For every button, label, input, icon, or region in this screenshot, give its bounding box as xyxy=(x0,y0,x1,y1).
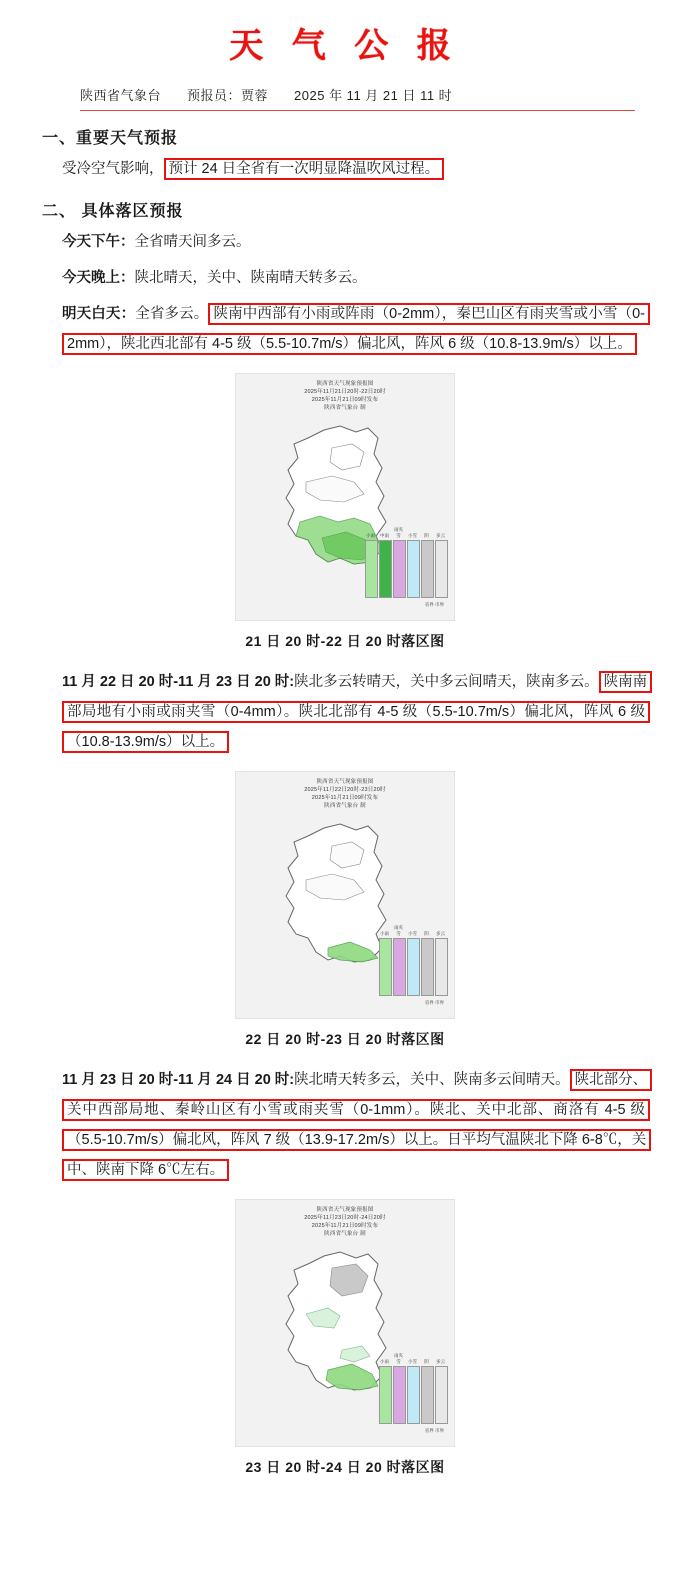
forecast-block-22-23 xyxy=(62,667,650,757)
legend-label: 小雨 xyxy=(380,931,389,936)
figure-1-image xyxy=(235,373,455,621)
block-lead-22-23: 11 月 22 日 20 时-11 月 23 日 20 时: xyxy=(62,674,295,690)
legend-item xyxy=(379,931,390,996)
figure-2-image xyxy=(235,771,455,1019)
section-1-paragraph xyxy=(62,154,650,184)
legend-label: 小雨 xyxy=(380,1359,389,1364)
figure-3-image xyxy=(235,1199,455,1447)
legend-swatch xyxy=(379,540,392,598)
legend-label: 阴 xyxy=(424,931,429,936)
figure-2-note: 省界 市界 xyxy=(424,1000,444,1005)
page-title: 天 气 公 报 xyxy=(229,28,461,65)
legend-item xyxy=(393,527,404,598)
forecast-this-afternoon xyxy=(62,227,650,257)
figure-3-head-line-2: 2025年11月23日20时-24日20时 xyxy=(304,1215,386,1221)
highlight-box: 陕北部分、关中西部局地、秦岭山区有小雪或雨夹雪（0-1mm）。陕北、关中北部、商洛有 4-5 级（5.5-10.7m/s）偏北风，阵风 7 级（13.9-17.2m/s）以上。日平均气温陕北下降 6-8℃，关中、陕南下降 6℃左右。 xyxy=(62,1069,652,1181)
legend-swatch xyxy=(421,938,434,996)
figure-2-head-line-2: 2025年11月22日20时-23日20时 xyxy=(304,787,386,793)
figure-2 xyxy=(0,771,690,1049)
legend-label: 雨夹雪 xyxy=(394,1353,403,1364)
legend-item xyxy=(435,931,446,996)
legend-swatch xyxy=(393,938,406,996)
legend-swatch xyxy=(365,540,378,598)
legend-item xyxy=(421,533,432,598)
map-graphic xyxy=(236,1238,454,1438)
figure-3-head-line-3: 2025年11月21日09时发布 xyxy=(311,1223,379,1229)
section-heading-1: 一、重要天气预报 xyxy=(42,130,179,147)
legend-label: 小雨 xyxy=(366,533,375,538)
label-tonight: 今天晚上： xyxy=(62,270,135,286)
map-graphic xyxy=(236,810,454,1010)
figure-1-caption: 21 日 20 时-22 日 20 时落区图 xyxy=(245,633,445,649)
forecast-block-23-24 xyxy=(62,1065,650,1185)
figure-2-legend xyxy=(379,925,446,996)
legend-label: 阴 xyxy=(424,1359,429,1364)
legend-label: 中雨 xyxy=(380,533,389,538)
section-heading-2: 二、 具体落区预报 xyxy=(42,203,184,220)
meta-forecaster: 预报员：贾蓉 xyxy=(187,88,269,103)
legend-swatch xyxy=(435,1366,448,1424)
figure-3-note: 省界 市界 xyxy=(424,1428,444,1433)
figure-3-head-line-1: 陕西省天气现象预报图 xyxy=(316,1207,374,1213)
legend-swatch xyxy=(407,540,420,598)
block-plain-22-23: 陕北多云转晴天，关中多云间晴天，陕南多云。 xyxy=(294,674,599,690)
legend-label: 阴 xyxy=(424,533,429,538)
legend-swatch xyxy=(379,1366,392,1424)
highlight-box: 预计 24 日全省有一次明显降温吹风过程。 xyxy=(164,158,445,180)
figure-1-head-line-4: 陕西省气象台 制 xyxy=(324,405,366,411)
legend-item xyxy=(421,931,432,996)
legend-swatch xyxy=(379,938,392,996)
figure-3-caption: 23 日 20 时-24 日 20 时落区图 xyxy=(245,1459,445,1475)
legend-label: 小雪 xyxy=(408,1359,417,1364)
meta-issuer: 陕西省气象台 xyxy=(80,88,162,103)
legend-swatch xyxy=(435,938,448,996)
figure-2-caption: 22 日 20 时-23 日 20 时落区图 xyxy=(245,1031,445,1047)
legend-item xyxy=(435,1359,446,1424)
figure-2-head-line-4: 陕西省气象台 制 xyxy=(324,803,366,809)
legend-item xyxy=(379,533,390,598)
figure-1-head-line-2: 2025年11月21日20时-22日20时 xyxy=(304,389,386,395)
legend-label: 多云 xyxy=(436,931,445,936)
legend-swatch xyxy=(407,938,420,996)
legend-swatch xyxy=(435,540,448,598)
meta-datetime: 2025 年 11 月 21 日 11 时 xyxy=(294,88,453,103)
figure-1-note: 省界 市界 xyxy=(424,602,444,607)
text-this-afternoon: 全省晴天间多云。 xyxy=(134,234,251,250)
legend-item xyxy=(365,533,376,598)
text-plain: 受冷空气影响， xyxy=(62,161,164,177)
label-this-afternoon: 今天下午： xyxy=(62,234,135,250)
forecast-tomorrow-day xyxy=(62,299,650,359)
legend-item xyxy=(435,533,446,598)
document-meta xyxy=(80,85,635,111)
legend-item xyxy=(379,1359,390,1424)
legend-swatch xyxy=(393,540,406,598)
legend-label: 多云 xyxy=(436,1359,445,1364)
highlight-box: 陕南中西部有小雨或阵雨（0-2mm），秦巴山区有雨夹雪或小雪（0-2mm），陕北西北部有 4-5 级（5.5-10.7m/s）偏北风，阵风 6 级（10.8-13.9m/s）以上。 xyxy=(62,303,650,355)
legend-label: 小雪 xyxy=(408,931,417,936)
figure-3-legend xyxy=(379,1353,446,1424)
forecast-tonight xyxy=(62,263,650,293)
legend-swatch xyxy=(421,1366,434,1424)
text-tonight: 陕北晴天，关中、陕南晴天转多云。 xyxy=(134,270,367,286)
text-tomorrow-plain: 全省多云。 xyxy=(135,306,209,322)
legend-label: 小雪 xyxy=(408,533,417,538)
block-plain-23-24: 陕北晴天转多云，关中、陕南多云间晴天。 xyxy=(294,1072,570,1088)
figure-3-head-line-4: 陕西省气象台 制 xyxy=(324,1231,366,1237)
legend-item xyxy=(393,925,404,996)
legend-label: 雨夹雪 xyxy=(394,527,403,538)
legend-swatch xyxy=(407,1366,420,1424)
label-tomorrow: 明天白天： xyxy=(62,306,136,322)
legend-item xyxy=(421,1359,432,1424)
figure-2-head-line-1: 陕西省天气现象预报图 xyxy=(316,779,374,785)
figure-2-head-line-3: 2025年11月21日09时发布 xyxy=(311,795,379,801)
figure-3 xyxy=(0,1199,690,1477)
highlight-box: 陕南南部局地有小雨或雨夹雪（0-4mm）。陕北北部有 4-5 级（5.5-10.7m/s）偏北风，阵风 6 级（10.8-13.9m/s）以上。 xyxy=(62,671,652,753)
legend-item xyxy=(407,1359,418,1424)
figure-1 xyxy=(0,373,690,651)
figure-1-head-line-3: 2025年11月21日09时发布 xyxy=(311,397,379,403)
figure-1-legend xyxy=(365,527,446,598)
legend-item xyxy=(393,1353,404,1424)
legend-label: 雨夹雪 xyxy=(394,925,403,936)
legend-swatch xyxy=(393,1366,406,1424)
map-graphic xyxy=(236,412,454,612)
figure-1-head-line-1: 陕西省天气现象预报图 xyxy=(316,381,374,387)
legend-item xyxy=(407,533,418,598)
legend-swatch xyxy=(421,540,434,598)
block-lead-23-24: 11 月 23 日 20 时-11 月 24 日 20 时: xyxy=(62,1072,295,1088)
legend-label: 多云 xyxy=(436,533,445,538)
legend-item xyxy=(407,931,418,996)
